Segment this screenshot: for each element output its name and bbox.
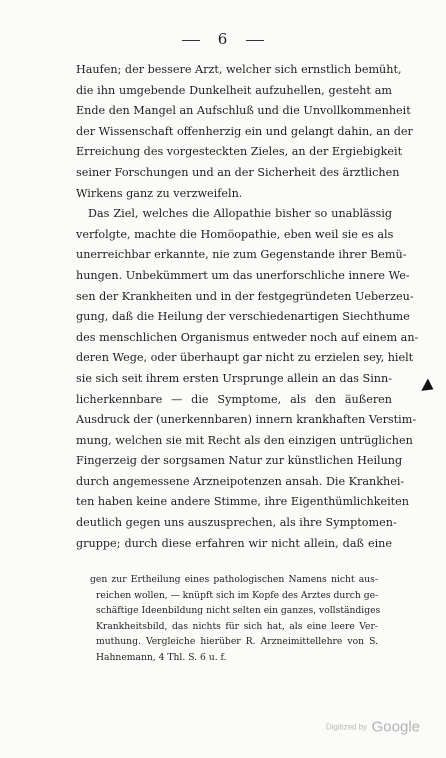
text-line: durch angemessene Arzneipotenzen ansah. Die Krankhei- [76,474,405,488]
text-line: Haufen; der bessere Arzt, welcher sich ernstlich bemüht, [76,63,402,76]
text-line: die ihn umgebende Dunkelheit aufzuhellen, gesteht am [76,83,392,97]
text-line: unerreichbar erkannte, nie zum Gegenstande ihrer Bemü- [76,248,407,262]
footnote [90,572,381,666]
google-logo: Google [371,718,420,736]
text-line: Fingerzeig der sorgsamen Natur zur künstlichen Heilung [76,454,403,468]
text-line: gruppe; durch diese erfahren wir nicht allein, daß eine [76,536,392,550]
header-dash-right [246,40,264,41]
text-line: der Wissenschaft offenherzig ein und gelangt dahin, an der [76,124,413,138]
text-line: des menschlichen Organismus entweder noch auf einem an- [76,330,419,344]
footnote-line: reichen wollen, — knüpft sich im Kopfe des Arztes durch ge- [96,589,379,601]
text-line: Ende den Mangel an Aufschluß und die Unvollkommenheit [76,104,411,118]
digitized-watermark [326,718,420,736]
text-line: gung, daß die Heilung der verschiedenartigen Siechthume [76,310,410,324]
text-line: sen der Krankheiten und in der festgegründeten Ueberzeu- [76,289,414,303]
main-text [76,60,419,554]
text-line: sie sich seit ihrem ersten Ursprunge allein an das Sinn- [76,371,392,385]
footnote-line: gen zur Ertheilung eines pathologischen Namens nicht aus- [90,574,378,585]
text-line: Ausdruck der (unerkennbaren) innern krankhaften Verstim- [76,413,417,427]
footnote-line: schäftige Ideenbildung nicht selten ein ganzes, vollständiges [96,605,381,617]
text-line: Wirkens ganz zu verzweifeln. [76,186,243,200]
footnote-line: Hahnemann, 4 Thl. S. 6 u. f. [96,651,227,663]
text-line: mung, welchen sie mit Recht als den einzigen untrüglichen [76,433,413,447]
page-header [0,30,446,54]
footnote-line: Krankheitsbild, das nichts für sich hat, als eine leere Ver- [96,620,378,632]
digitized-by-label: Digitized by [325,722,368,732]
text-line: ten haben keine andere Stimme, ihre Eigenthümlichkeiten [76,495,410,509]
page-number: 6 [217,30,229,48]
margin-mark [421,378,436,395]
text-line: hungen. Unbekümmert um das unerforschliche innere We- [76,268,410,282]
footnote-line: muthung. Vergleiche hierüber R. Arzneimittellehre von S. [96,636,378,648]
text-line: seiner Forschungen und an der Sicherheit des ärztlichen [76,165,400,179]
text-line: deutlich gegen uns auszusprechen, als ihre Symptomen- [76,516,397,530]
header-dash-left [182,40,200,41]
text-line: deren Wege, oder überhaupt gar nicht zu erzielen sey, hielt [76,351,414,365]
text-line: licherkennbare — die Symptome, als den äußeren [76,392,392,406]
text-line: verfolgte, machte die Homöopathie, eben weil sie es als [76,227,394,241]
text-line: Erreichung des vorgesteckten Zieles, an der Ergiebigkeit [76,145,403,159]
text-line: Das Ziel, welches die Allopathie bisher so unablässig [88,207,392,221]
